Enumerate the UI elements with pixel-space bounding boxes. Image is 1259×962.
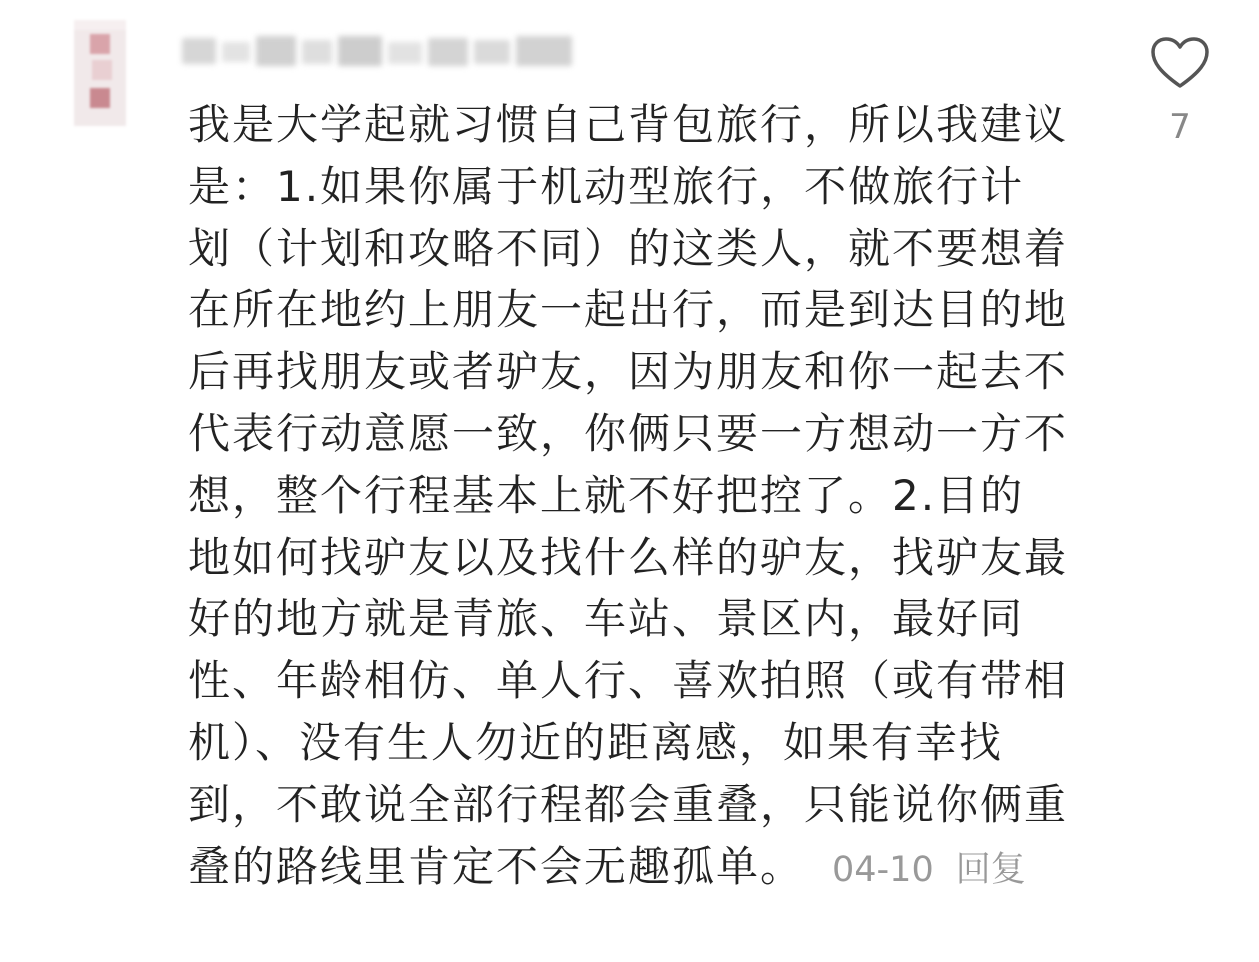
heart-outline-icon	[1150, 36, 1210, 90]
username-blur-block	[256, 36, 296, 66]
comment-body	[188, 94, 1068, 901]
avatar-pixel	[92, 60, 112, 80]
like-button[interactable]	[1150, 36, 1210, 146]
comment-date: 04-10	[832, 849, 934, 890]
username-blur-block	[474, 40, 510, 64]
username-blur-block	[302, 40, 332, 64]
avatar-pixel	[90, 88, 110, 108]
username-blur-block	[428, 38, 468, 66]
avatar-pixel	[90, 34, 110, 54]
username[interactable]	[182, 30, 582, 72]
username-blur-block	[182, 38, 216, 64]
comment-text: 我是大学起就习惯自己背包旅行，所以我建议是：1.如果你属于机动型旅行，不做旅行计划（计划和攻略不同）的这类人，就不要想着在所在地约上朋友一起出行，而是到达目的地后再找朋友或者驴友，因为朋友和你一起去不代表行动意愿一致，你俩只要一方想动一方不想，整个行程基本上就不好把控了。2.目的地如何找驴友以及找什么样的驴友，找驴友最好的地方就是青旅、车站、景区内，最好同性、年龄相仿、单人行、喜欢拍照（或有带相机）、没有生人勿近的距离感，如果有幸找到，不敢说全部行程都会重叠，只能说你俩重叠的路线里肯定不会无趣孤单。	[188, 100, 1069, 891]
reply-button[interactable]: 回复	[955, 849, 1026, 890]
username-blur-block	[338, 36, 382, 66]
avatar-pixel	[74, 20, 126, 30]
like-count: 7	[1169, 107, 1191, 147]
avatar[interactable]	[74, 20, 126, 126]
username-blur-block	[516, 36, 572, 66]
username-blur-block	[222, 42, 250, 62]
username-blur-block	[388, 42, 422, 64]
